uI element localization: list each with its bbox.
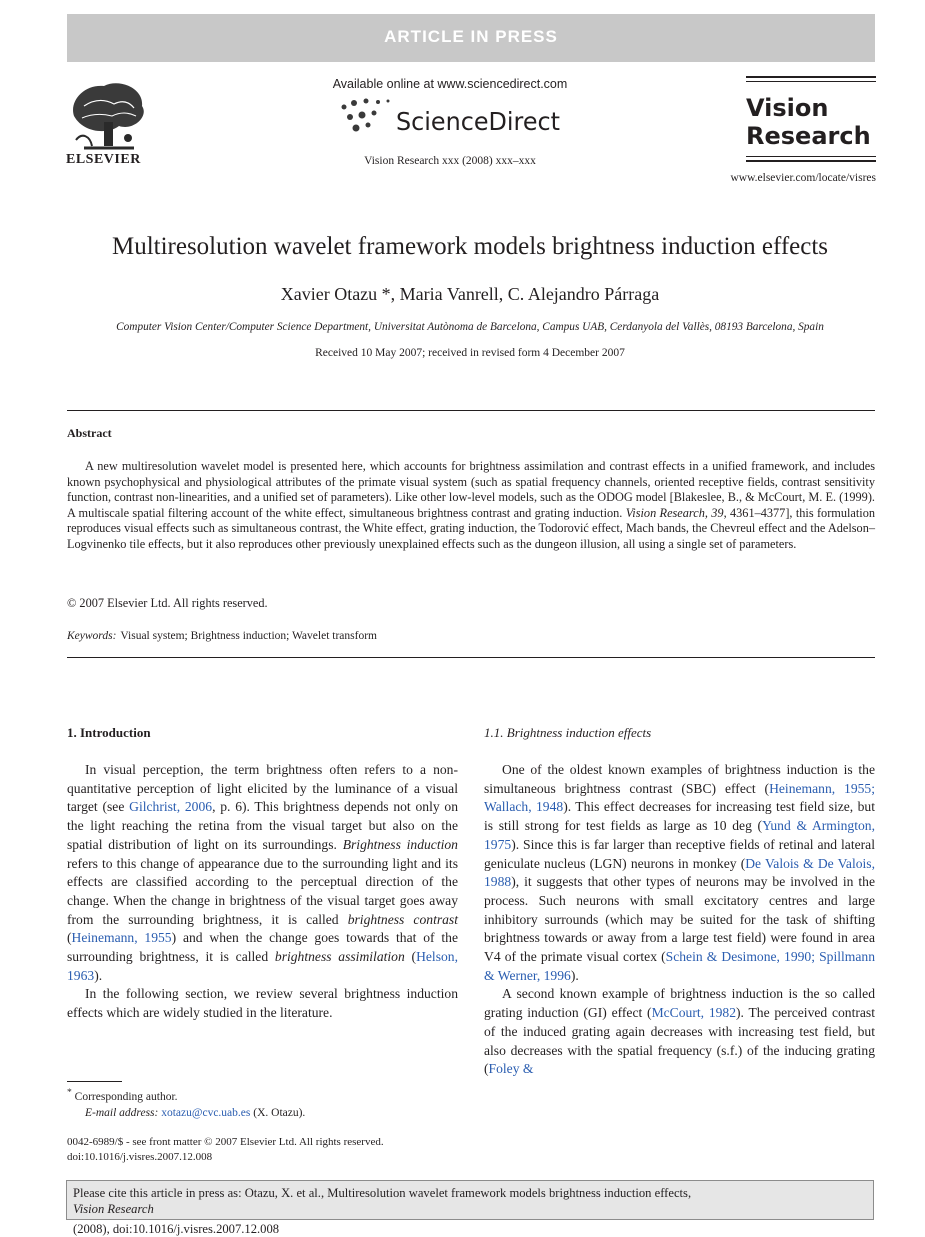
reference-link[interactable]: Yund & Armington, 1975 <box>484 818 875 852</box>
journal-citation: Vision Research xxx (2008) xxx–xxx <box>364 155 536 167</box>
email-suffix: (X. Otazu). <box>253 1106 306 1119</box>
keywords <box>67 630 377 642</box>
paragraph: In the following section, we review several brightness induction effects which are widely studied in the literature. <box>67 986 458 1021</box>
email-link[interactable]: xotazu@cvc.uab.es <box>161 1106 251 1119</box>
journal-rule <box>746 156 876 157</box>
abstract-body <box>67 459 875 553</box>
journal-rule <box>746 76 876 78</box>
sciencedirect-logo-icon <box>338 97 563 139</box>
footnote-rule <box>67 1081 122 1082</box>
publisher-name: ELSEVIER <box>66 152 141 167</box>
doi-line: doi:10.1016/j.visres.2007.12.008 <box>67 1151 213 1163</box>
email-label: E-mail address: <box>85 1106 159 1119</box>
reference-link[interactable]: Heinemann, 1955 <box>71 930 172 946</box>
footnote-author <box>67 1085 305 1105</box>
paragraph: A second known example of brightness induction is the so called grating induction (GI) effect (McCourt, 1982). The perceived contrast of the induced grating again decreases with increasing test field, but also decreases with the spatial frequency (s.f.) of the inducing grating (Foley & <box>484 986 876 1077</box>
available-online-text[interactable]: Available online at www.sciencedirect.com <box>332 77 568 91</box>
author-list: Xavier Otazu *, Maria Vanrell, C. Alejandro Párraga <box>280 284 660 304</box>
footnote-marker: * <box>67 1087 72 1098</box>
abstract-heading: Abstract <box>67 426 112 440</box>
received-dates: Received 10 May 2007; received in revised form 4 December 2007 <box>315 347 625 359</box>
front-matter <box>67 1135 384 1165</box>
journal-rule <box>746 81 876 82</box>
citation-box <box>66 1180 874 1236</box>
citation-text: Please cite this article in press as: Otazu, X. et al., Multiresolution wavelet framework models brightness induction effects, Vision Research (2008), doi:10.1016/j.visres.2007.12.008 <box>73 1186 692 1236</box>
abstract-text-a: A new multiresolution wavelet model is presented here, which accounts for brightness assimilation and contrast effects in a unified framework, and includes known psychophysical and physiological attributes of the primate visual system (such as spatial frequency channels, oriented receptive fields, contrast sensitivity function, contrast non-linearities, and a unified set of parameters). Like other low-level models, such as the ODOG model [Blakeslee, B., & McCourt, M. E. (1999). A multiscale spatial filtering account of the white effect, simultaneous brightness contrast and grating induction. <box>67 459 875 520</box>
reference-link[interactable]: Gilchrist, 2006 <box>129 799 213 815</box>
issn-line: 0042-6989/$ - see front matter © 2007 Elsevier Ltd. All rights reserved. <box>67 1136 384 1148</box>
journal-name-line2: Research <box>746 122 871 150</box>
subsection-heading: 1.1. Brightness induction effects <box>484 725 652 740</box>
keywords-text: Visual system; Brightness induction; Wavelet transform <box>120 630 377 642</box>
sciencedirect-wordmark: ScienceDirect <box>396 107 561 136</box>
article-in-press-banner: ARTICLE IN PRESS <box>67 14 875 62</box>
copyright-notice: © 2007 Elsevier Ltd. All rights reserved. <box>67 596 268 610</box>
paragraph: One of the oldest known examples of brightness induction is the simultaneous brightness contrast (SBC) effect (Heinemann, 1955; Wallach, 1948). This effect decreases for increasing test field size, but is still strong for test fields as large as 10 deg (Yund & Armington, 1975). Since this is far larger than receptive fields of retinal and lateral geniculate nucleus (LGN) neurons in monkey (De Valois & De Valois, 1988), it suggests that other types of neurons may be involved in the process. Such neurons with small excitatory centres and large inhibitory surrounds (which may be suited for the task of shifting brightness towards or away from a large test field) were found in area V4 of the primate visual cortex (Schein & Desimone, 1990; Spillmann & Werner, 1996). <box>484 762 875 983</box>
abstract-bottom-rule <box>67 657 875 658</box>
section-heading: 1. Introduction <box>67 725 151 740</box>
abstract-text-b: , 4361–4377], this formulation reproduces visual effects such as simultaneous contrast, the White effect, grating induction, the Todorović effect, Mach bands, the Chevreul effect and the Adelson–Logvinenko tile effects, but it also reproduces other previously unexplained effects such as the dungeon illusion, all using a single set of parameters. <box>67 505 876 551</box>
affiliation: Computer Vision Center/Computer Science Department, Universitat Autònoma de Barcelona, Campus UAB, Cerdanyola del Vallès, 08193 Barcelona, Spain <box>116 321 824 333</box>
journal-rule <box>746 160 876 162</box>
paper-title: Multiresolution wavelet framework models brightness induction effects <box>111 233 829 260</box>
right-column <box>484 761 875 1079</box>
reference-link[interactable]: De Valois & De Valois, 1988 <box>484 855 875 890</box>
reference-link[interactable]: Schein & Desimone, 1990; Spillmann & Werner, 1996 <box>484 949 875 983</box>
reference-link[interactable]: Foley & <box>488 1061 534 1077</box>
journal-url[interactable]: www.elsevier.com/locate/visres <box>730 172 876 184</box>
reference-link[interactable]: Heinemann, 1955; Wallach, 1948 <box>484 780 875 815</box>
reference-link[interactable]: McCourt, 1982 <box>651 1005 737 1021</box>
footnote-email <box>67 1105 305 1121</box>
left-column <box>67 761 458 1023</box>
keywords-label: Keywords: <box>67 630 117 642</box>
abstract-top-rule <box>67 410 875 411</box>
abstract-journal-ref: Vision Research, 39 <box>625 505 724 520</box>
paragraph: In visual perception, the term brightness often refers to a non-quantitative perception of light elicited by the luminance of a visual target (see Gilchrist, 2006, p. 6). This brightness depends not only on the light reaching the retina from the visual target but also on the spatial distribution of light on its surroundings. Brightness induction refers to this change of appearance due to the surrounding light and its effects are classified according to the perceptual direction of the change. When the change in brightness of the visual target goes away from the surrounding brightness, it is called brightness contrast (Heinemann, 1955) and when the change goes towards that of the surrounding brightness, it is called brightness assimilation (Helson, 1963). <box>67 762 459 983</box>
reference-link[interactable]: Helson, 1963 <box>67 949 458 983</box>
journal-name-line1: Vision <box>746 94 829 122</box>
footnote <box>67 1085 305 1121</box>
journal-name <box>746 94 880 150</box>
footnote-text: Corresponding author. <box>74 1090 178 1103</box>
